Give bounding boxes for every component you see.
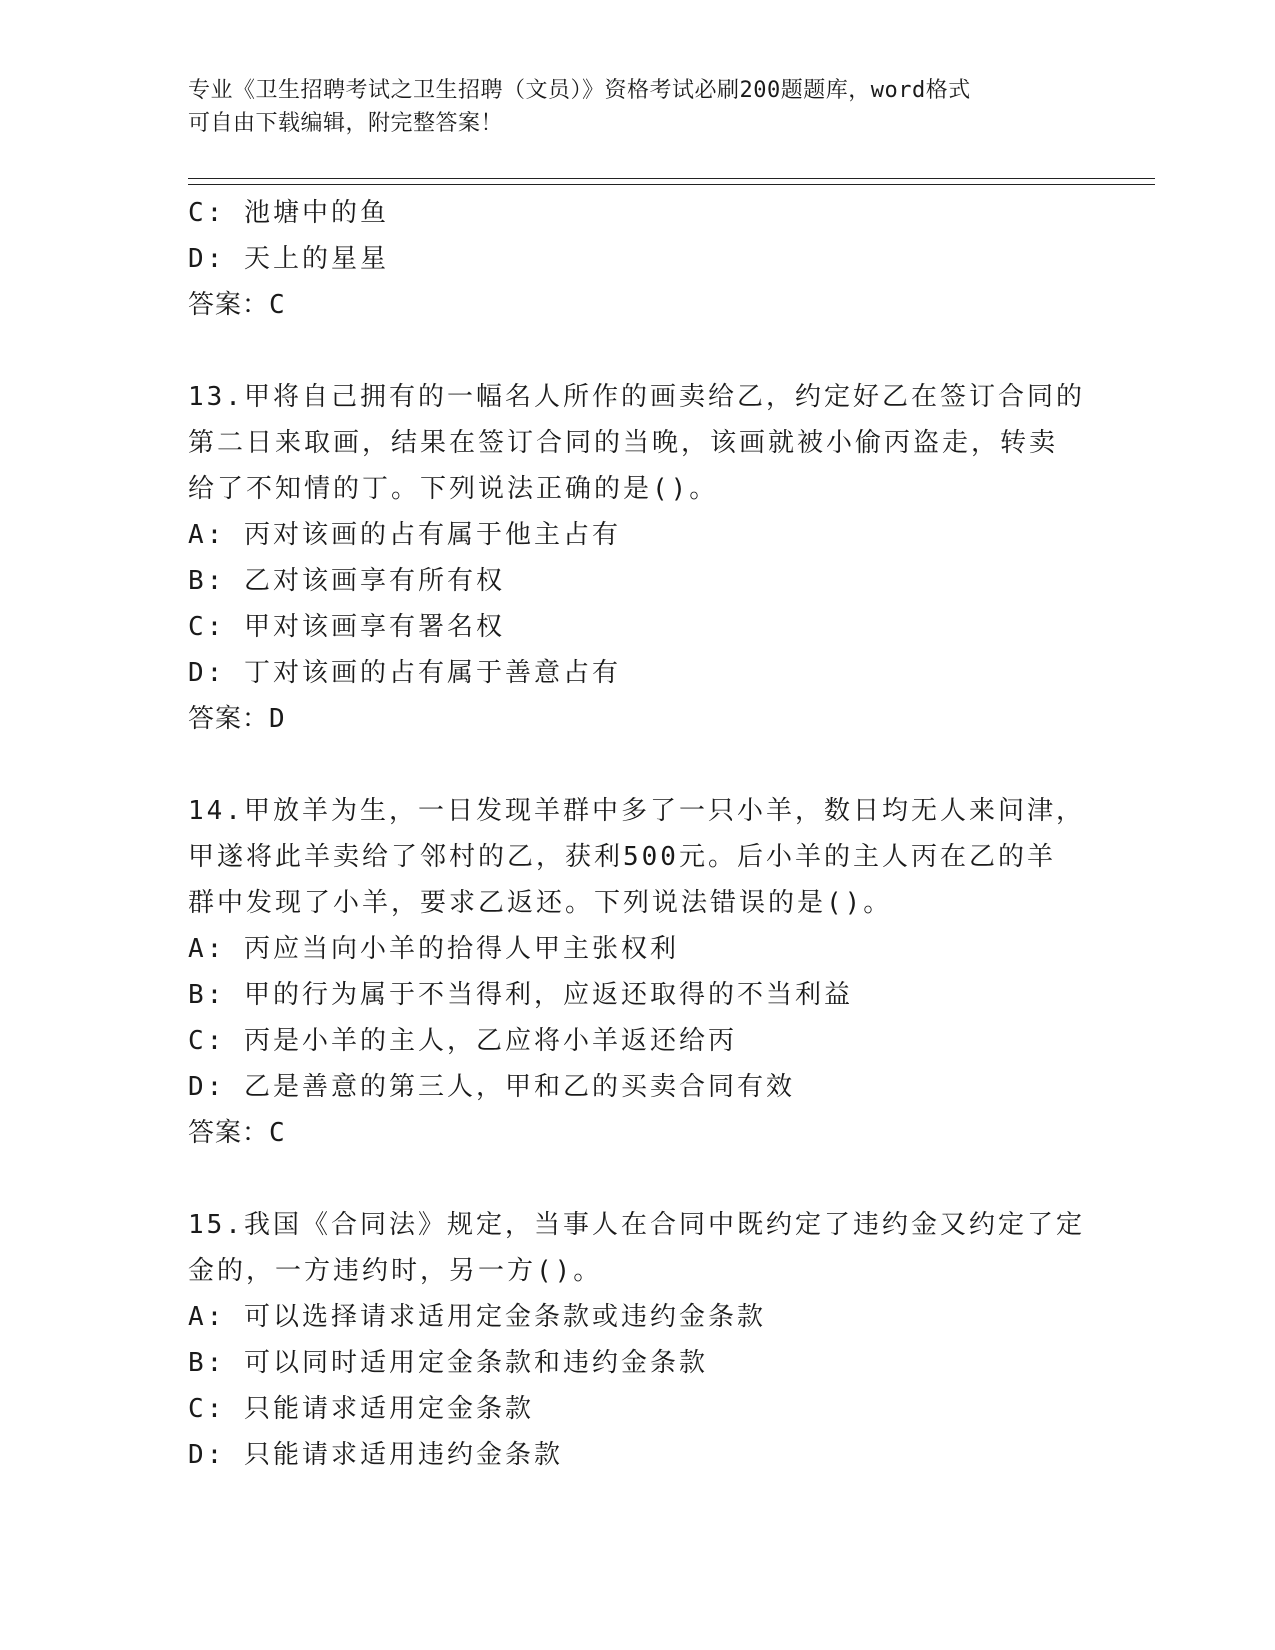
answer-label: 答案：	[188, 704, 270, 734]
answer-line	[188, 1110, 1088, 1156]
answer-line	[188, 696, 1088, 742]
question-15	[188, 1202, 1088, 1478]
option-d: D: 丁对该画的占有属于善意占有	[188, 658, 621, 688]
option-a: A: 丙对该画的占有属于他主占有	[188, 520, 621, 550]
option-b: B: 甲的行为属于不当得利，应返还取得的不当利益	[188, 980, 853, 1010]
question-stem-line: 13.甲将自己拥有的一幅名人所作的画卖给乙，约定好乙在签订合同的	[188, 382, 1085, 412]
question-stem-line: 甲遂将此羊卖给了邻村的乙，获利500元。后小羊的主人丙在乙的羊	[188, 842, 1056, 872]
question-stem-line: 14.甲放羊为生，一日发现羊群中多了一只小羊，数日均无人来问津，	[188, 796, 1085, 826]
answer-label: 答案：	[188, 290, 270, 320]
spacer	[188, 742, 1088, 788]
option-c: C: 丙是小羊的主人，乙应将小羊返还给丙	[188, 1026, 737, 1056]
option-a: A: 可以选择请求适用定金条款或违约金条款	[188, 1302, 766, 1332]
option-d: D: 乙是善意的第三人，甲和乙的买卖合同有效	[188, 1072, 795, 1102]
question-content	[188, 190, 1088, 1478]
question-12-continuation	[188, 190, 1088, 328]
question-13	[188, 374, 1088, 742]
option-b: B: 乙对该画享有所有权	[188, 566, 505, 596]
spacer	[188, 1156, 1088, 1202]
option-c: C: 池塘中的鱼	[188, 198, 389, 228]
option-b: B: 可以同时适用定金条款和违约金条款	[188, 1348, 708, 1378]
option-c: C: 甲对该画享有署名权	[188, 612, 505, 642]
question-stem-line: 金的，一方违约时，另一方()。	[188, 1256, 603, 1286]
answer-value: D	[269, 704, 286, 734]
option-a: A: 丙应当向小羊的拾得人甲主张权利	[188, 934, 679, 964]
answer-value: C	[269, 1118, 286, 1148]
document-header	[188, 74, 1068, 140]
answer-value: C	[269, 290, 286, 320]
option-d: D: 只能请求适用违约金条款	[188, 1440, 563, 1470]
question-stem-line: 群中发现了小羊，要求乙返还。下列说法错误的是()。	[188, 888, 893, 918]
option-d: D: 天上的星星	[188, 244, 389, 274]
header-title-line-1: 专业《卫生招聘考试之卫生招聘（文员）》资格考试必刷200题题库，word格式	[188, 78, 971, 103]
header-title-line-2: 可自由下载编辑，附完整答案！	[188, 111, 504, 136]
spacer	[188, 328, 1088, 374]
question-stem-line: 第二日来取画，结果在签订合同的当晚，该画就被小偷丙盗走，转卖	[188, 428, 1059, 458]
header-divider	[188, 178, 1155, 185]
answer-line	[188, 282, 1088, 328]
question-14	[188, 788, 1088, 1156]
option-c: C: 只能请求适用定金条款	[188, 1394, 534, 1424]
question-stem-line: 给了不知情的丁。下列说法正确的是()。	[188, 474, 719, 504]
question-stem-line: 15.我国《合同法》规定，当事人在合同中既约定了违约金又约定了定	[188, 1210, 1085, 1240]
answer-label: 答案：	[188, 1118, 270, 1148]
